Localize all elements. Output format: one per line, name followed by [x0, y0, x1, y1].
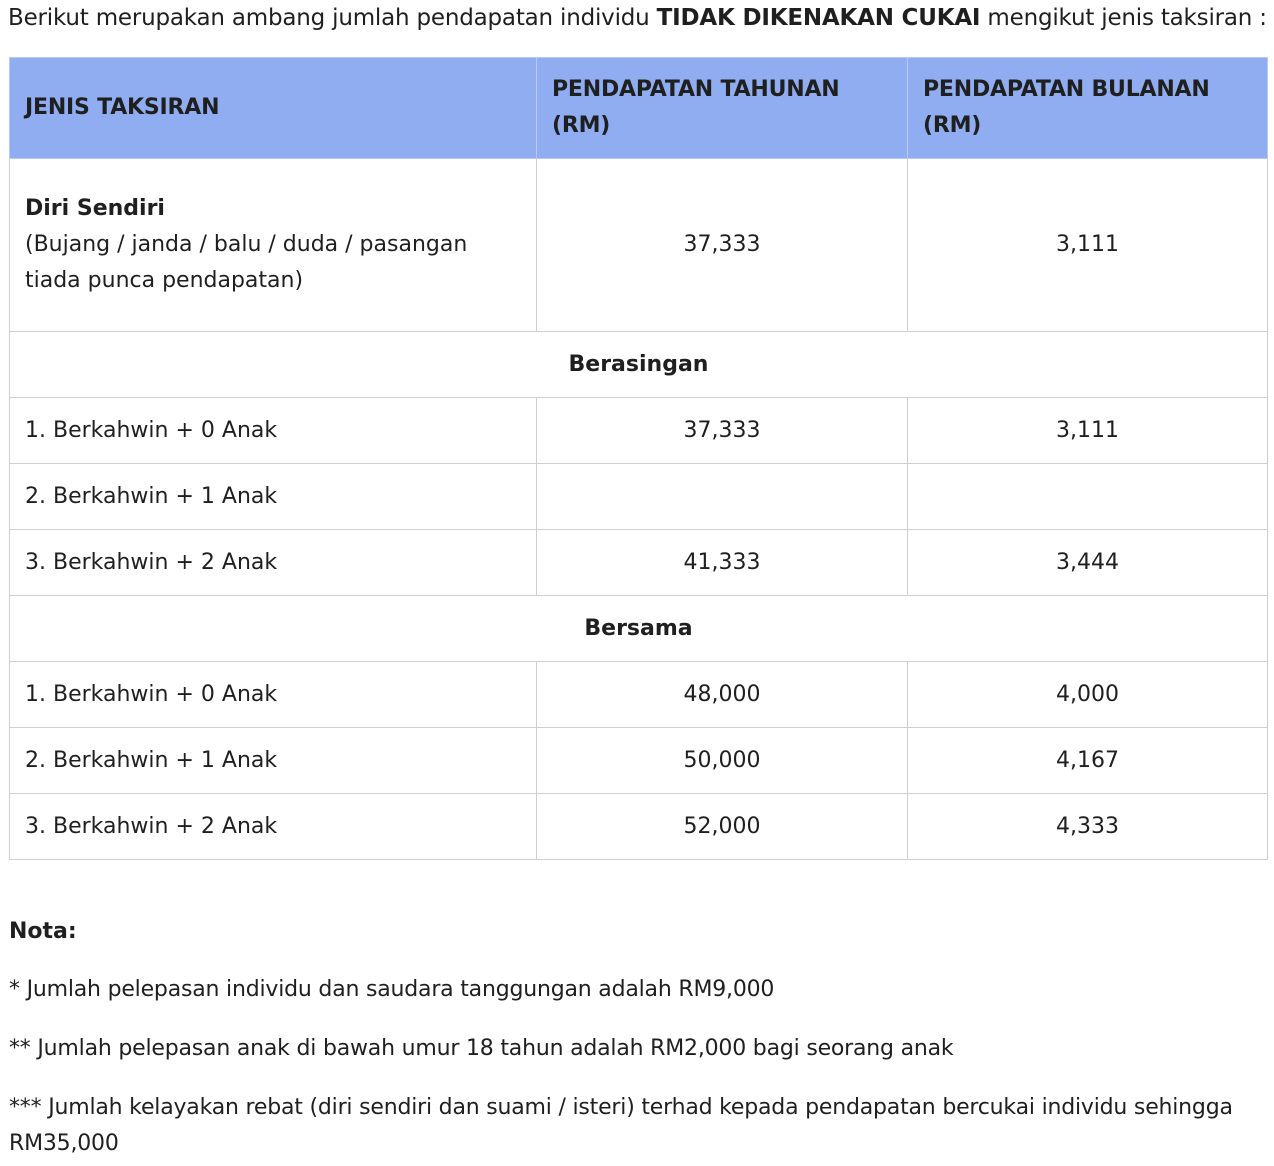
header-pendapatan-tahunan: PENDAPATAN TAHUNAN (RM) — [537, 58, 908, 159]
diri-sendiri-sub: (Bujang / janda / balu / duda / pasangan tiada punca pendapatan) — [25, 232, 468, 293]
section-row-berasingan — [10, 332, 1268, 398]
table-row — [10, 398, 1268, 464]
cell-label: 3. Berkahwin + 2 Anak — [10, 794, 537, 860]
intro-bold: TIDAK DIKENAKAN CUKAI — [656, 5, 981, 31]
section-title-berasingan: Berasingan — [10, 332, 1268, 398]
note-item-2: ** Jumlah pelepasan anak di bawah umur 18 tahun adalah RM2,000 bagi seorang anak — [9, 1036, 954, 1061]
table-row — [10, 794, 1268, 860]
table-row — [10, 728, 1268, 794]
cell-annual: 37,333 — [537, 398, 908, 464]
cell-monthly: 4,000 — [908, 662, 1268, 728]
cell-annual: 37,333 — [537, 159, 908, 332]
cell-label: 1. Berkahwin + 0 Anak — [10, 398, 537, 464]
cell-monthly: 3,111 — [908, 159, 1268, 332]
cell-label: 3. Berkahwin + 2 Anak — [10, 530, 537, 596]
intro-before: Berikut merupakan ambang jumlah pendapatan individu — [8, 5, 657, 31]
cell-monthly: 3,111 — [908, 398, 1268, 464]
table-row — [10, 464, 1268, 530]
cell-annual — [537, 464, 908, 530]
cell-monthly: 3,444 — [908, 530, 1268, 596]
cell-monthly: 4,167 — [908, 728, 1268, 794]
cell-monthly — [908, 464, 1268, 530]
cell-label: 1. Berkahwin + 0 Anak — [10, 662, 537, 728]
section-title-bersama: Bersama — [10, 596, 1268, 662]
note-item-3: *** Jumlah kelayakan rebat (diri sendiri dan suami / isteri) terhad kepada pendapatan bercukai individu sehingga RM35,000 — [9, 1095, 1233, 1156]
notes-title: Nota: — [9, 919, 77, 944]
cell-label: 2. Berkahwin + 1 Anak — [10, 464, 537, 530]
cell-label: 2. Berkahwin + 1 Anak — [10, 728, 537, 794]
header-pendapatan-bulanan: PENDAPATAN BULANAN (RM) — [908, 58, 1268, 159]
section-row-bersama — [10, 596, 1268, 662]
table-row — [10, 530, 1268, 596]
cell-diri-sendiri — [10, 159, 537, 332]
table-row — [10, 662, 1268, 728]
cell-annual: 52,000 — [537, 794, 908, 860]
cell-annual: 41,333 — [537, 530, 908, 596]
table-row-diri-sendiri — [10, 159, 1268, 332]
intro-text — [8, 2, 1267, 34]
cell-annual: 50,000 — [537, 728, 908, 794]
header-jenis-taksiran: JENIS TAKSIRAN — [10, 58, 537, 159]
note-item-1: * Jumlah pelepasan individu dan saudara tanggungan adalah RM9,000 — [9, 977, 775, 1002]
intro-after: mengikut jenis taksiran : — [980, 5, 1267, 31]
cell-annual: 48,000 — [537, 662, 908, 728]
cell-monthly: 4,333 — [908, 794, 1268, 860]
diri-sendiri-label: Diri Sendiri — [25, 196, 165, 221]
table-header-row — [10, 58, 1268, 159]
tax-threshold-table — [9, 57, 1268, 860]
